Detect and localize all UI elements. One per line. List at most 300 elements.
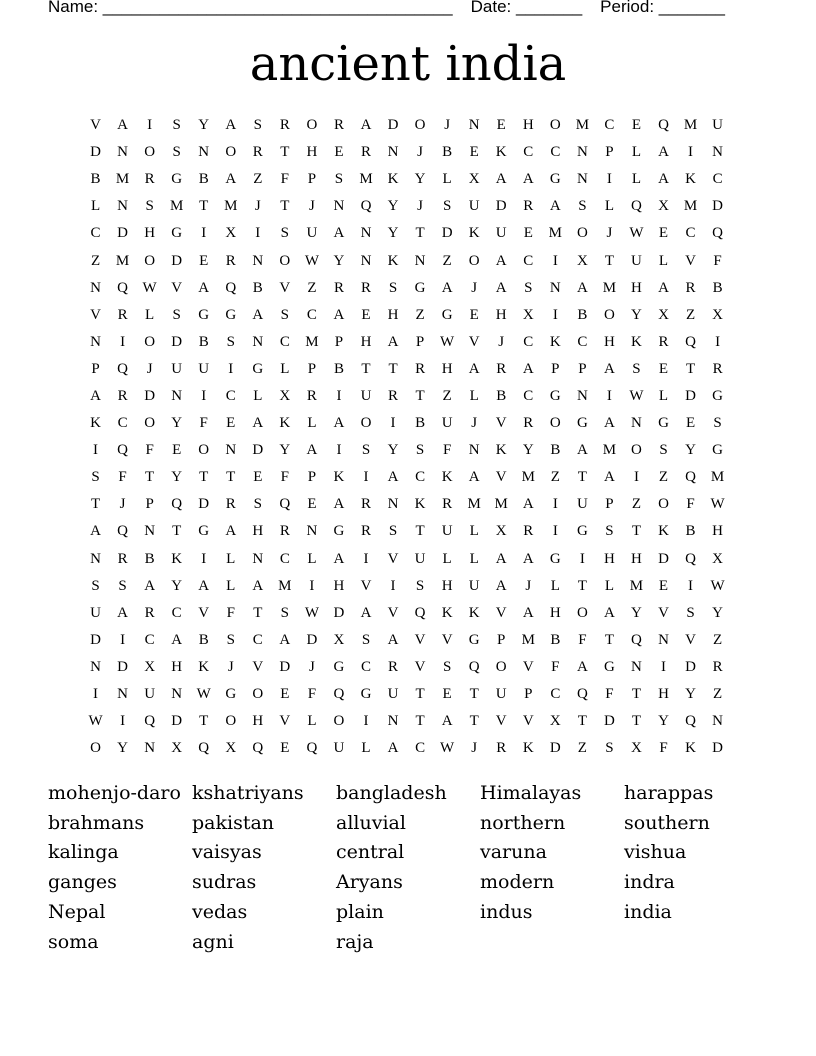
grid-letter[interactable]: U [387,686,399,703]
grid-letter[interactable]: I [390,577,396,594]
grid-letter[interactable]: E [307,496,317,513]
grid-letter[interactable]: S [172,144,181,161]
grid-letter[interactable]: A [603,360,615,377]
grid-letter[interactable]: M [169,198,184,215]
grid-letter[interactable]: D [333,604,345,621]
grid-letter[interactable]: X [279,387,291,404]
grid-letter[interactable]: N [171,686,183,703]
grid-letter[interactable]: H [171,658,183,675]
grid-letter[interactable]: B [442,144,453,161]
grid-letter[interactable]: A [522,550,534,567]
grid-letter[interactable]: I [633,469,639,486]
grid-letter[interactable]: K [658,523,669,540]
grid-letter[interactable]: G [171,225,183,242]
grid-letter[interactable]: S [605,523,614,540]
grid-letter[interactable]: K [387,171,399,188]
grid-letter[interactable]: J [471,279,478,296]
grid-letter[interactable]: W [304,604,319,621]
grid-letter[interactable]: O [144,333,156,350]
grid-letter[interactable]: L [658,252,669,269]
grid-letter[interactable]: I [255,225,261,242]
grid-letter[interactable]: N [117,686,128,703]
grid-letter[interactable]: Z [577,740,587,757]
grid-letter[interactable]: R [360,496,371,513]
grid-letter[interactable]: Z [713,631,723,648]
grid-letter[interactable]: A [522,171,534,188]
grid-letter[interactable]: U [306,225,318,242]
grid-letter[interactable]: R [685,279,696,296]
grid-letter[interactable]: I [120,333,126,350]
grid-letter[interactable]: A [225,117,237,134]
grid-letter[interactable]: H [252,713,264,730]
grid-letter[interactable]: A [171,631,183,648]
grid-letter[interactable]: I [201,550,207,567]
grid-letter[interactable]: N [712,713,724,730]
grid-letter[interactable]: C [577,333,588,350]
grid-letter[interactable]: T [577,713,587,730]
grid-letter[interactable]: M [278,577,292,594]
grid-letter[interactable]: P [307,171,317,188]
grid-letter[interactable]: U [631,252,642,269]
grid-letter[interactable]: I [93,686,99,703]
grid-letter[interactable]: A [658,144,669,161]
grid-letter[interactable]: L [90,198,101,215]
grid-letter[interactable]: E [172,442,182,459]
grid-letter[interactable]: D [306,631,318,648]
grid-letter[interactable]: J [525,577,532,594]
grid-letter[interactable]: Q [685,469,696,486]
grid-letter[interactable]: Q [712,225,724,242]
grid-letter[interactable]: G [712,387,724,404]
grid-letter[interactable]: L [604,198,614,215]
grid-letter[interactable]: R [388,387,399,404]
grid-letter[interactable]: P [91,360,100,377]
grid-letter[interactable]: A [198,577,210,594]
grid-letter[interactable]: X [658,306,669,323]
grid-letter[interactable]: F [442,442,452,459]
grid-letter[interactable]: O [468,252,480,269]
grid-letter[interactable]: A [279,631,291,648]
grid-letter[interactable]: U [171,360,183,377]
grid-letter[interactable]: T [469,713,479,730]
grid-letter[interactable]: V [441,631,453,648]
grid-letter[interactable]: T [631,686,642,703]
grid-letter[interactable]: I [390,415,396,432]
grid-letter[interactable]: L [631,144,642,161]
grid-letter[interactable]: M [602,442,617,459]
grid-letter[interactable]: E [469,306,479,323]
grid-letter[interactable]: Y [658,713,669,730]
grid-letter[interactable]: R [442,496,453,513]
grid-letter[interactable]: A [441,713,453,730]
grid-letter[interactable]: A [333,496,345,513]
grid-letter[interactable]: A [225,171,237,188]
grid-letter[interactable]: S [91,577,100,594]
grid-letter[interactable]: S [524,279,533,296]
grid-letter[interactable]: H [333,577,345,594]
grid-letter[interactable]: I [606,171,612,188]
grid-letter[interactable]: M [548,225,562,242]
grid-letter[interactable]: N [387,144,399,161]
grid-letter[interactable]: H [144,225,156,242]
grid-letter[interactable]: A [576,279,588,296]
grid-letter[interactable]: R [360,523,371,540]
grid-letter[interactable]: F [578,631,587,648]
grid-letter[interactable]: R [252,144,263,161]
grid-letter[interactable]: W [629,225,644,242]
grid-letter[interactable]: L [226,577,236,594]
grid-letter[interactable]: S [605,740,614,757]
grid-letter[interactable]: M [115,252,130,269]
grid-letter[interactable]: L [145,306,155,323]
grid-letter[interactable]: I [201,225,207,242]
grid-letter[interactable]: N [144,523,156,540]
grid-letter[interactable]: A [144,577,156,594]
grid-letter[interactable]: J [254,198,261,215]
grid-letter[interactable]: J [417,198,423,215]
grid-letter[interactable]: B [333,360,344,377]
grid-letter[interactable]: A [90,387,101,404]
grid-letter[interactable]: K [198,658,210,675]
grid-letter[interactable]: W [196,686,211,703]
grid-letter[interactable]: A [522,360,534,377]
grid-letter[interactable]: R [415,360,426,377]
grid-letter[interactable]: I [688,144,694,161]
grid-letter[interactable]: L [604,577,614,594]
grid-letter[interactable]: N [333,198,345,215]
grid-letter[interactable]: K [495,442,507,459]
grid-letter[interactable]: A [360,117,372,134]
grid-letter[interactable]: N [90,550,101,567]
grid-letter[interactable]: J [227,658,234,675]
grid-letter[interactable]: Q [468,658,480,675]
grid-letter[interactable]: A [387,469,399,486]
grid-letter[interactable]: T [469,686,479,703]
grid-letter[interactable]: X [171,740,183,757]
grid-letter[interactable]: T [199,198,209,215]
grid-letter[interactable]: B [496,387,507,404]
grid-letter[interactable]: A [306,442,318,459]
grid-letter[interactable]: V [387,604,399,621]
grid-letter[interactable]: G [468,631,480,648]
grid-letter[interactable]: N [360,252,372,269]
grid-letter[interactable]: C [360,658,371,675]
grid-letter[interactable]: W [440,740,455,757]
grid-letter[interactable]: D [387,117,399,134]
grid-letter[interactable]: H [306,144,318,161]
grid-letter[interactable]: R [388,658,399,675]
grid-letter[interactable]: A [468,360,480,377]
grid-letter[interactable]: D [685,387,696,404]
grid-letter[interactable]: T [604,252,614,269]
grid-letter[interactable]: E [199,252,209,269]
grid-letter[interactable]: D [685,658,696,675]
grid-letter[interactable]: H [658,686,669,703]
grid-letter[interactable]: R [117,306,128,323]
grid-letter[interactable]: B [144,550,155,567]
grid-letter[interactable]: U [198,360,210,377]
grid-letter[interactable]: N [712,144,724,161]
grid-letter[interactable]: V [522,658,534,675]
grid-letter[interactable]: U [468,577,480,594]
grid-letter[interactable]: A [522,604,534,621]
grid-letter[interactable]: N [252,252,264,269]
grid-letter[interactable]: T [361,360,371,377]
grid-letter[interactable]: O [279,252,291,269]
grid-letter[interactable]: X [333,631,345,648]
grid-letter[interactable]: I [201,387,207,404]
grid-letter[interactable]: R [712,360,723,377]
grid-letter[interactable]: X [658,198,669,215]
grid-letter[interactable]: X [225,225,237,242]
grid-letter[interactable]: Y [414,171,426,188]
grid-letter[interactable]: I [579,550,585,567]
grid-letter[interactable]: R [360,279,371,296]
grid-letter[interactable]: D [603,713,615,730]
grid-letter[interactable]: D [441,225,453,242]
grid-letter[interactable]: Y [712,604,724,621]
grid-letter[interactable]: A [387,740,399,757]
grid-letter[interactable]: W [88,713,103,730]
grid-letter[interactable]: R [712,658,723,675]
grid-letter[interactable]: W [304,252,319,269]
grid-letter[interactable]: O [306,117,318,134]
grid-letter[interactable]: I [120,713,126,730]
grid-letter[interactable]: A [603,415,615,432]
grid-letter[interactable]: I [309,577,315,594]
grid-letter[interactable]: S [442,658,452,675]
grid-letter[interactable]: M [521,631,535,648]
grid-letter[interactable]: L [442,171,452,188]
grid-letter[interactable]: C [415,469,426,486]
grid-letter[interactable]: I [661,658,666,675]
grid-letter[interactable]: G [333,523,345,540]
grid-letter[interactable]: T [631,523,642,540]
grid-letter[interactable]: C [415,740,426,757]
grid-letter[interactable]: L [442,550,452,567]
grid-letter[interactable]: W [142,279,157,296]
grid-letter[interactable]: P [578,360,587,377]
grid-letter[interactable]: N [252,550,264,567]
grid-letter[interactable]: H [603,550,615,567]
grid-letter[interactable]: A [603,604,615,621]
grid-letter[interactable]: V [495,415,507,432]
grid-letter[interactable]: R [658,333,669,350]
grid-letter[interactable]: H [631,550,642,567]
grid-letter[interactable]: R [496,740,507,757]
grid-letter[interactable]: Z [442,252,452,269]
grid-letter[interactable]: C [117,415,128,432]
grid-letter[interactable]: Y [198,117,210,134]
grid-letter[interactable]: A [495,577,507,594]
grid-letter[interactable]: D [90,144,101,161]
grid-letter[interactable]: Z [713,686,723,703]
grid-letter[interactable]: T [415,713,425,730]
grid-letter[interactable]: O [225,713,237,730]
grid-letter[interactable]: R [225,252,236,269]
grid-letter[interactable]: A [387,333,399,350]
grid-letter[interactable]: B [550,442,561,459]
grid-letter[interactable]: N [414,252,426,269]
grid-letter[interactable]: G [441,306,453,323]
grid-letter[interactable]: D [252,442,264,459]
grid-letter[interactable]: J [308,658,315,675]
grid-letter[interactable]: U [712,117,724,134]
grid-letter[interactable]: A [549,198,561,215]
grid-letter[interactable]: K [387,252,399,269]
grid-letter[interactable]: K [549,333,561,350]
grid-letter[interactable]: B [90,171,101,188]
grid-letter[interactable]: U [441,523,453,540]
grid-letter[interactable]: V [171,279,183,296]
grid-letter[interactable]: Y [631,604,642,621]
grid-letter[interactable]: T [199,713,209,730]
grid-letter[interactable]: Q [631,198,642,215]
grid-letter[interactable]: L [469,550,479,567]
grid-letter[interactable]: M [710,469,725,486]
grid-letter[interactable]: B [198,333,209,350]
grid-letter[interactable]: E [334,144,344,161]
grid-letter[interactable]: M [602,279,617,296]
grid-letter[interactable]: T [415,387,425,404]
grid-letter[interactable]: X [712,306,724,323]
grid-letter[interactable]: J [606,225,613,242]
grid-letter[interactable]: B [415,415,426,432]
grid-letter[interactable]: A [658,279,669,296]
grid-letter[interactable]: E [280,686,290,703]
grid-letter[interactable]: C [225,387,236,404]
grid-letter[interactable]: N [117,198,128,215]
grid-letter[interactable]: F [118,469,127,486]
grid-letter[interactable]: S [118,577,127,594]
grid-letter[interactable]: A [333,225,345,242]
grid-letter[interactable]: A [225,523,237,540]
grid-letter[interactable]: O [144,415,156,432]
grid-letter[interactable]: S [415,577,425,594]
grid-letter[interactable]: C [604,117,615,134]
grid-letter[interactable]: V [685,252,696,269]
grid-letter[interactable]: L [307,415,317,432]
grid-letter[interactable]: P [524,686,533,703]
grid-letter[interactable]: F [713,252,722,269]
grid-letter[interactable]: G [171,171,183,188]
grid-letter[interactable]: N [360,225,372,242]
grid-letter[interactable]: Q [117,279,128,296]
grid-letter[interactable]: Y [522,442,534,459]
grid-letter[interactable]: I [715,333,721,350]
grid-letter[interactable]: Y [171,469,183,486]
grid-letter[interactable]: D [171,713,183,730]
grid-letter[interactable]: Q [306,740,318,757]
grid-letter[interactable]: J [471,415,478,432]
grid-letter[interactable]: J [119,496,126,513]
grid-letter[interactable]: A [117,117,128,134]
grid-letter[interactable]: R [144,604,155,621]
grid-letter[interactable]: Q [414,604,426,621]
grid-letter[interactable]: D [90,631,101,648]
grid-letter[interactable]: D [117,225,128,242]
grid-letter[interactable]: S [442,198,452,215]
grid-letter[interactable]: E [469,144,479,161]
grid-letter[interactable]: Q [685,333,696,350]
grid-letter[interactable]: N [90,658,101,675]
grid-letter[interactable]: Z [685,306,696,323]
grid-letter[interactable]: S [388,523,398,540]
grid-letter[interactable]: T [172,523,182,540]
grid-letter[interactable]: Y [685,442,696,459]
grid-letter[interactable]: N [225,442,237,459]
grid-letter[interactable]: M [467,496,481,513]
grid-letter[interactable]: V [90,117,101,134]
grid-letter[interactable]: S [145,198,154,215]
grid-letter[interactable]: V [279,713,291,730]
grid-letter[interactable]: A [252,306,264,323]
grid-letter[interactable]: U [441,415,453,432]
grid-letter[interactable]: T [415,686,425,703]
grid-letter[interactable]: Q [658,117,669,134]
grid-letter[interactable]: I [93,442,99,459]
period-field[interactable]: Period: _______ [600,0,725,16]
grid-letter[interactable]: F [226,604,235,621]
grid-letter[interactable]: B [198,171,209,188]
grid-letter[interactable]: S [415,442,425,459]
grid-letter[interactable]: C [306,306,317,323]
grid-letter[interactable]: N [90,333,101,350]
grid-letter[interactable]: N [144,740,156,757]
grid-letter[interactable]: A [387,631,399,648]
grid-letter[interactable]: S [280,604,290,621]
grid-letter[interactable]: A [252,415,264,432]
grid-letter[interactable]: U [576,496,588,513]
grid-letter[interactable]: G [576,523,588,540]
grid-letter[interactable]: M [305,333,319,350]
grid-letter[interactable]: E [523,225,533,242]
grid-letter[interactable]: U [495,225,507,242]
grid-letter[interactable]: X [144,658,156,675]
grid-letter[interactable]: A [576,658,588,675]
grid-letter[interactable]: U [144,686,156,703]
grid-letter[interactable]: T [685,360,696,377]
grid-letter[interactable]: W [710,577,725,594]
grid-letter[interactable]: R [496,360,507,377]
grid-letter[interactable]: L [226,550,236,567]
grid-letter[interactable]: Q [117,523,128,540]
grid-letter[interactable]: M [683,198,698,215]
grid-letter[interactable]: K [468,225,480,242]
grid-letter[interactable]: I [552,306,558,323]
grid-letter[interactable]: B [198,631,209,648]
grid-letter[interactable]: R [117,387,128,404]
grid-letter[interactable]: Q [333,686,345,703]
grid-letter[interactable]: C [523,144,534,161]
grid-letter[interactable]: I [552,523,558,540]
grid-letter[interactable]: H [631,279,642,296]
grid-letter[interactable]: Z [253,171,263,188]
grid-letter[interactable]: H [441,577,453,594]
grid-letter[interactable]: I [336,442,342,459]
grid-letter[interactable]: S [659,442,668,459]
grid-letter[interactable]: N [306,523,318,540]
grid-letter[interactable]: M [359,171,373,188]
grid-letter[interactable]: K [171,550,183,567]
grid-letter[interactable]: R [523,198,534,215]
grid-letter[interactable]: P [145,496,154,513]
grid-letter[interactable]: G [333,658,345,675]
grid-letter[interactable]: R [306,387,317,404]
grid-letter[interactable]: U [360,387,372,404]
grid-letter[interactable]: I [147,117,153,134]
grid-letter[interactable]: C [279,333,290,350]
